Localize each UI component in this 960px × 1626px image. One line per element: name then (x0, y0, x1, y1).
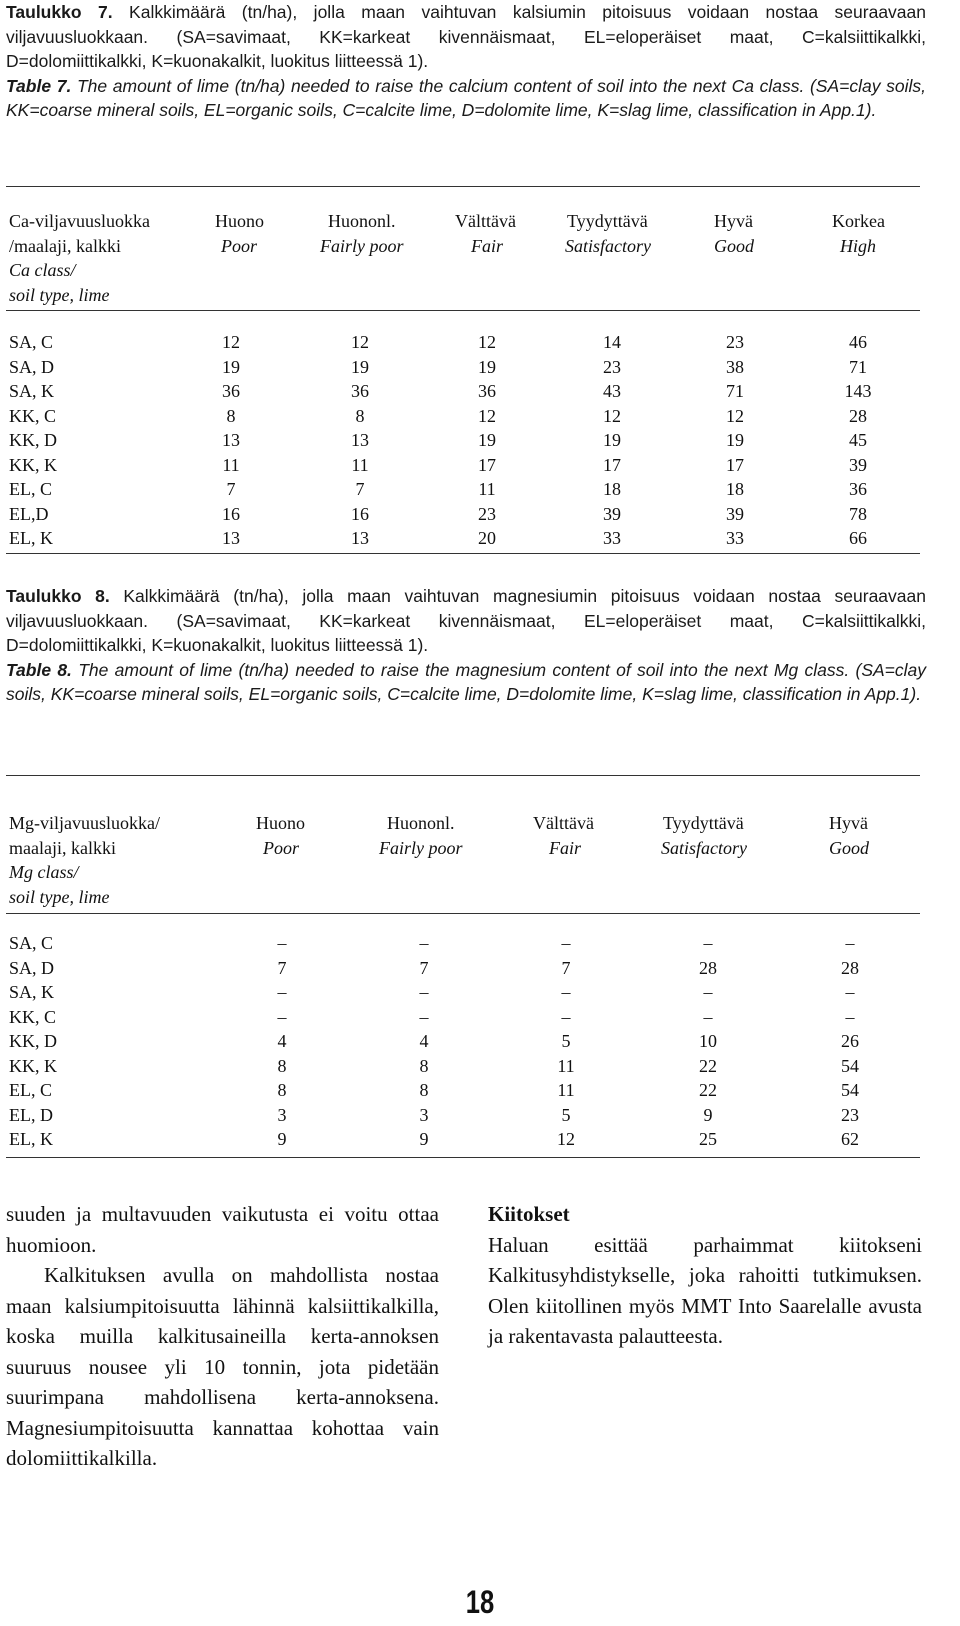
table-cell: 66 (849, 528, 867, 548)
table-cell: – (703, 933, 713, 953)
table-cell: 28 (849, 405, 867, 426)
table-cell: 10 (699, 1031, 717, 1051)
table-cell: 13 (351, 430, 369, 450)
table-cell: – (845, 982, 855, 1002)
table-cell: 11 (351, 454, 369, 475)
table-cell: 36 (351, 381, 369, 401)
table7-top-rule (6, 186, 920, 187)
table-cell: 5 (561, 1031, 571, 1051)
table-cell: – (703, 982, 713, 1002)
column-header-fi: Välttävä (533, 813, 594, 833)
table-cell: 12 (351, 332, 369, 352)
table-cell: 8 (355, 405, 365, 426)
stub-header-en: Ca class/ (9, 260, 76, 280)
row-label: EL, K (9, 1129, 53, 1149)
table-cell: 22 (699, 1080, 717, 1100)
table-cell: 8 (277, 1080, 287, 1100)
table-cell: – (277, 1006, 287, 1027)
table-cell: 5 (561, 1104, 571, 1125)
table-cell: 7 (277, 957, 287, 978)
table-cell: 19 (478, 430, 496, 450)
column-header-fi: Tyydyttävä (663, 813, 744, 833)
table-cell: 16 (222, 503, 240, 524)
table-cell: 19 (222, 356, 240, 377)
table-cell: 12 (726, 405, 744, 426)
acknowledgements-heading: Kiitokset (488, 1202, 570, 1226)
acknowledgements-text: Haluan esittää parhaimmat kiitokseni Kalkitusyhdistykselle, joka rahoitti tutkimuksen. Olen kiitollinen myös MMT Into Saarelalle avusta ja rakentavasta palautteesta. (488, 1232, 922, 1348)
row-label: SA, D (9, 356, 55, 377)
table-cell: 4 (277, 1031, 287, 1051)
table-cell: 7 (226, 479, 236, 499)
table-cell: 9 (277, 1129, 287, 1149)
table-cell: 12 (478, 405, 496, 426)
table-cell: 12 (478, 332, 496, 352)
row-label: EL, D (9, 1104, 53, 1125)
table-cell: 28 (841, 957, 859, 978)
table7-caption-fi-text: Kalkkimäärä (tn/ha), jolla maan vaihtuvan kalsiumin pitoisuus voidaan nostaa seuraavaan viljavuusluokkaan. (SA=savimaat, KK=karkeat kivennäismaat, EL=eloperäiset maat, C=kalsiittikalkki, D=dolomiittikalkki, K=kuonakalkit, luokitus liitteessä 1). (6, 2, 926, 71)
table-cell: 12 (222, 332, 240, 352)
table-cell: 7 (419, 957, 429, 978)
row-label: SA, C (9, 933, 54, 953)
table8-caption (6, 584, 926, 707)
table-cell: 22 (699, 1055, 717, 1076)
table-cell: 4 (419, 1031, 429, 1051)
table-cell: 36 (222, 381, 240, 401)
table-cell: 18 (726, 479, 744, 499)
column-header-en: Good (714, 235, 754, 256)
table-cell: – (419, 1006, 429, 1027)
table-cell: 12 (557, 1129, 575, 1149)
table-cell: 8 (419, 1080, 429, 1100)
table-cell: – (703, 1006, 713, 1027)
table8-label-en: Table 8. (6, 659, 72, 680)
table-cell: 39 (849, 454, 867, 475)
row-label: SA, C (9, 332, 54, 352)
table7-label-en: Table 7. (6, 75, 72, 96)
column-header-fi: Välttävä (455, 211, 516, 231)
row-label: SA, K (9, 982, 55, 1002)
table-cell: 8 (226, 405, 236, 426)
table-cell: 13 (351, 528, 369, 548)
column-header-en: Good (829, 837, 869, 858)
table7-bottom-rule (6, 553, 920, 554)
table-cell: 39 (726, 503, 744, 524)
table7-caption-en-text: The amount of lime (tn/ha) needed to raise the calcium content of soil into the next Ca class. (SA=clay soils, KK=coarse mineral soils, EL=organic soils, C=calcite lime, D=dolomite lime, K=slag lime, classification in App.1). (6, 75, 926, 120)
table-cell: 23 (478, 503, 496, 524)
table-cell: 19 (351, 356, 369, 377)
table-cell: 7 (561, 957, 571, 978)
table-cell: 11 (478, 479, 496, 499)
table-cell: 54 (841, 1080, 859, 1100)
row-label: KK, K (9, 454, 57, 475)
row-label: SA, D (9, 957, 55, 978)
table7-caption-en (6, 74, 926, 123)
stub-header-en: soil type, lime (9, 886, 110, 907)
column-header-en: Fair (549, 837, 582, 858)
column-header-fi: Tyydyttävä (567, 211, 648, 231)
table-cell: 62 (841, 1129, 859, 1149)
paragraph-1: suuden ja multavuuden vaikutusta ei voitu ottaa huomioon. (6, 1202, 439, 1257)
column-header-fi: Hyvä (714, 211, 753, 231)
row-label: EL,D (9, 503, 49, 524)
row-label: KK, C (9, 405, 57, 426)
acknowledgements (488, 1199, 922, 1352)
stub-header-en: Mg class/ (9, 862, 79, 882)
table-cell: 23 (726, 332, 744, 352)
table8-caption-en (6, 658, 926, 707)
column-header-fi: Korkea (832, 211, 885, 231)
table-cell: 9 (419, 1129, 429, 1149)
table-cell: 11 (557, 1055, 575, 1076)
table7-caption (6, 0, 926, 123)
table8-header-rule (6, 913, 920, 914)
table-cell: 8 (419, 1055, 429, 1076)
table-cell: 78 (849, 503, 867, 524)
table-cell: 39 (603, 503, 621, 524)
table-cell: 3 (419, 1104, 429, 1125)
table7-caption-fi (6, 0, 926, 74)
table-cell: – (419, 933, 429, 953)
stub-header-fi: Mg-viljavuusluokka/ (9, 813, 160, 833)
table8-top-rule (6, 775, 920, 776)
table-cell: 26 (841, 1031, 859, 1051)
row-label: KK, C (9, 1006, 57, 1027)
column-header-en: Satisfactory (661, 837, 747, 858)
table-cell: – (845, 933, 855, 953)
table-cell: 23 (603, 356, 621, 377)
table-cell: 12 (603, 405, 621, 426)
column-header-fi: Huononl. (328, 211, 396, 231)
table-cell: 36 (849, 479, 867, 499)
table8-bottom-rule (6, 1157, 920, 1158)
table-cell: 13 (222, 528, 240, 548)
table-cell: – (561, 933, 571, 953)
left-column-text (6, 1199, 439, 1474)
column-header-fi: Hyvä (829, 813, 868, 833)
table-cell: 46 (849, 332, 867, 352)
stub-header-fi: maalaji, kalkki (9, 837, 116, 858)
stub-header-fi: /maalaji, kalkki (9, 235, 121, 256)
table-cell: 25 (699, 1129, 717, 1149)
table-cell: 14 (603, 332, 621, 352)
column-header-fi: Huono (215, 211, 264, 231)
table-cell: 143 (844, 381, 872, 401)
table8-caption-fi-text: Kalkkimäärä (tn/ha), jolla maan vaihtuvan magnesiumin pitoisuus voidaan nostaa seuraavaan viljavuusluokkaan. (SA=savimaat, KK=karkeat kivennäismaat, EL=eloperäiset maat, C=kalsiittikalkki, D=dolomiittikalkki, K=kuonakalkit, luokitus liitteessä 1). (6, 586, 926, 655)
table-cell: – (277, 982, 287, 1002)
table8-caption-en-text: The amount of lime (tn/ha) needed to raise the magnesium content of soil into the next Mg class. (SA=clay soils, KK=coarse mineral soils, EL=organic soils, C=calcite lime, D=dolomite lime, K=slag lime, classification in App.1). (6, 659, 926, 704)
table-cell: 20 (478, 528, 496, 548)
table-cell: 43 (603, 381, 621, 401)
table8-label-fi: Taulukko 8. (6, 586, 110, 606)
row-label: EL, C (9, 479, 52, 499)
table-cell: 17 (603, 454, 621, 475)
table-cell: – (419, 982, 429, 1002)
table-cell: 71 (726, 381, 744, 401)
table-cell: – (277, 933, 287, 953)
table-cell: 19 (726, 430, 744, 450)
row-label: EL, C (9, 1080, 52, 1100)
stub-header-en: soil type, lime (9, 284, 110, 305)
column-header-en: Fairly poor (320, 235, 404, 256)
table-cell: 19 (478, 356, 496, 377)
column-header-en: High (840, 235, 876, 256)
table-cell: 11 (557, 1080, 575, 1100)
table-cell: 11 (222, 454, 240, 475)
table-cell: 3 (277, 1104, 287, 1125)
table-cell: 9 (703, 1104, 713, 1125)
stub-header-fi: Ca-viljavuusluokka (9, 211, 150, 231)
row-label: SA, K (9, 381, 55, 401)
table-cell: 36 (478, 381, 496, 401)
table-cell: 17 (478, 454, 496, 475)
row-label: KK, K (9, 1055, 57, 1076)
table-cell: 19 (603, 430, 621, 450)
row-label: KK, D (9, 430, 57, 450)
table8-caption-fi (6, 584, 926, 658)
column-header-en: Poor (263, 837, 299, 858)
column-header-en: Satisfactory (565, 235, 651, 256)
row-label: KK, D (9, 1031, 57, 1051)
table-cell: 33 (726, 528, 744, 548)
column-header-fi: Huononl. (387, 813, 455, 833)
column-header-en: Fairly poor (379, 837, 463, 858)
page-number: 18 (465, 1584, 495, 1620)
table-cell: 16 (351, 503, 369, 524)
column-header-en: Poor (221, 235, 257, 256)
table-cell: 17 (726, 454, 744, 475)
column-header-en: Fair (471, 235, 504, 256)
table-cell: – (561, 982, 571, 1002)
table7-header-rule (6, 310, 920, 311)
table-cell: 33 (603, 528, 621, 548)
table-cell: 7 (355, 479, 365, 499)
table7-label-fi: Taulukko 7. (6, 2, 113, 22)
table-cell: 18 (603, 479, 621, 499)
table-cell: 54 (841, 1055, 859, 1076)
table-cell: 13 (222, 430, 240, 450)
table-cell: 45 (849, 430, 867, 450)
table-cell: – (561, 1006, 571, 1027)
table-cell: 8 (277, 1055, 287, 1076)
column-header-fi: Huono (256, 813, 305, 833)
table-cell: – (845, 1006, 855, 1027)
table-cell: 28 (699, 957, 717, 978)
table-cell: 23 (841, 1104, 859, 1125)
table-cell: 38 (726, 356, 744, 377)
row-label: EL, K (9, 528, 53, 548)
table-cell: 71 (849, 356, 867, 377)
paragraph-2: Kalkituksen avulla on mahdollista nostaa maan kalsiumpitoisuutta lähinnä kalsiittikalkilla, koska muilla kalkitusaineilla kerta-annoksen suuruus nousee yli 10 tonnin, jota pidetään suurimpana mahdollisena kerta-annoksena. Magnesiumpitoisuutta kannattaa kohottaa vain dolomiittikalkilla. (6, 1263, 439, 1470)
